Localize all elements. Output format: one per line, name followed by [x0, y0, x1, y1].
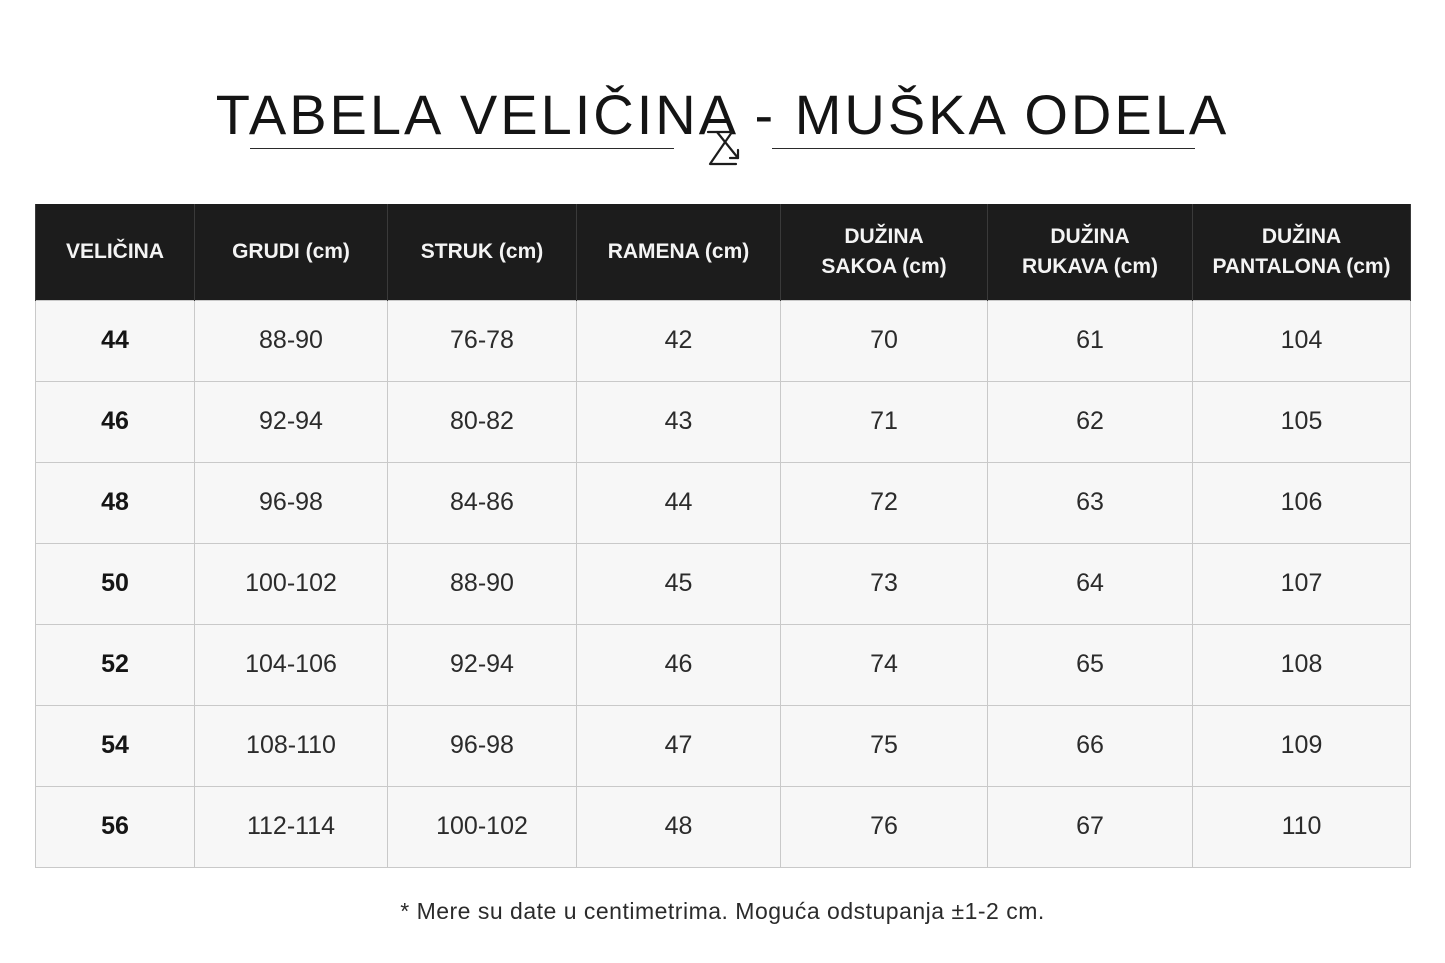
measurement-cell-jacket-length: 71 [781, 381, 988, 462]
measurement-cell-waist: 76-78 [388, 300, 577, 381]
measurement-cell-jacket-length: 76 [781, 786, 988, 867]
measurement-cell-jacket-length: 74 [781, 624, 988, 705]
title-divider [250, 128, 1195, 172]
measurement-cell-waist: 100-102 [388, 786, 577, 867]
table-row [36, 624, 1411, 705]
z-monogram-icon [702, 128, 744, 170]
size-cell: 56 [36, 786, 195, 867]
table-row [36, 300, 1411, 381]
column-header-text: DUŽINA [1050, 224, 1130, 248]
size-cell: 46 [36, 381, 195, 462]
column-header-text: VELIČINA [65, 239, 164, 263]
column-header-text: STRUK (cm) [420, 239, 544, 263]
table-row [36, 381, 1411, 462]
table-header-row [36, 204, 1411, 300]
column-header-chest [195, 204, 388, 300]
size-cell: 50 [36, 543, 195, 624]
measurement-cell-sleeve-length: 61 [988, 300, 1193, 381]
column-header-size [36, 204, 195, 300]
measurement-cell-waist: 92-94 [388, 624, 577, 705]
divider-line-left [250, 148, 674, 149]
size-cell: 48 [36, 462, 195, 543]
page-title: TABELA VELIČINA - MUŠKA ODELA [215, 82, 1230, 146]
measurement-cell-shoulders: 42 [577, 300, 781, 381]
measurement-cell-chest: 108-110 [195, 705, 388, 786]
column-header-shoulders [577, 204, 781, 300]
measurement-cell-sleeve-length: 64 [988, 543, 1193, 624]
measurement-cell-shoulders: 45 [577, 543, 781, 624]
column-header-jacket-length [781, 204, 988, 300]
footnote: * Mere su date u centimetrima. Moguća odstupanja ±1-2 cm. [400, 898, 1045, 924]
column-header-text: GRUDI (cm) [232, 239, 350, 263]
column-header-text: RAMENA (cm) [607, 239, 750, 263]
column-header-text: RUKAVA (cm) [1021, 254, 1159, 278]
measurement-cell-trouser-length: 109 [1193, 705, 1411, 786]
measurement-cell-chest: 100-102 [195, 543, 388, 624]
measurement-cell-shoulders: 46 [577, 624, 781, 705]
measurement-cell-trouser-length: 104 [1193, 300, 1411, 381]
measurement-cell-trouser-length: 106 [1193, 462, 1411, 543]
column-header-text: DUŽINA [1261, 224, 1342, 248]
measurement-cell-sleeve-length: 66 [988, 705, 1193, 786]
measurement-cell-trouser-length: 105 [1193, 381, 1411, 462]
column-header-sleeve-length [988, 204, 1193, 300]
column-header-trouser-length [1193, 204, 1411, 300]
measurement-cell-shoulders: 43 [577, 381, 781, 462]
measurement-cell-chest: 92-94 [195, 381, 388, 462]
measurement-cell-jacket-length: 70 [781, 300, 988, 381]
measurement-cell-waist: 96-98 [388, 705, 577, 786]
measurement-cell-trouser-length: 107 [1193, 543, 1411, 624]
size-chart-table [35, 204, 1411, 868]
column-header-text: DUŽINA [844, 224, 924, 248]
measurement-cell-chest: 96-98 [195, 462, 388, 543]
measurement-cell-shoulders: 44 [577, 462, 781, 543]
column-header-text: PANTALONA (cm) [1212, 254, 1391, 278]
table-row [36, 543, 1411, 624]
measurement-cell-sleeve-length: 67 [988, 786, 1193, 867]
column-header-text: SAKOA (cm) [821, 254, 947, 278]
measurement-cell-jacket-length: 72 [781, 462, 988, 543]
table-body [36, 300, 1411, 867]
measurement-cell-chest: 104-106 [195, 624, 388, 705]
measurement-cell-trouser-length: 110 [1193, 786, 1411, 867]
size-cell: 54 [36, 705, 195, 786]
measurement-cell-waist: 88-90 [388, 543, 577, 624]
measurement-cell-shoulders: 47 [577, 705, 781, 786]
measurement-cell-sleeve-length: 65 [988, 624, 1193, 705]
measurement-cell-waist: 84-86 [388, 462, 577, 543]
size-cell: 44 [36, 300, 195, 381]
measurement-cell-chest: 88-90 [195, 300, 388, 381]
table-row [36, 786, 1411, 867]
measurement-cell-shoulders: 48 [577, 786, 781, 867]
table-row [36, 462, 1411, 543]
column-header-waist [388, 204, 577, 300]
measurement-cell-sleeve-length: 62 [988, 381, 1193, 462]
measurement-cell-jacket-length: 75 [781, 705, 988, 786]
measurement-cell-trouser-length: 108 [1193, 624, 1411, 705]
measurement-cell-chest: 112-114 [195, 786, 388, 867]
measurement-cell-sleeve-length: 63 [988, 462, 1193, 543]
size-cell: 52 [36, 624, 195, 705]
divider-line-right [772, 148, 1195, 149]
measurement-cell-jacket-length: 73 [781, 543, 988, 624]
table-row [36, 705, 1411, 786]
measurement-cell-waist: 80-82 [388, 381, 577, 462]
